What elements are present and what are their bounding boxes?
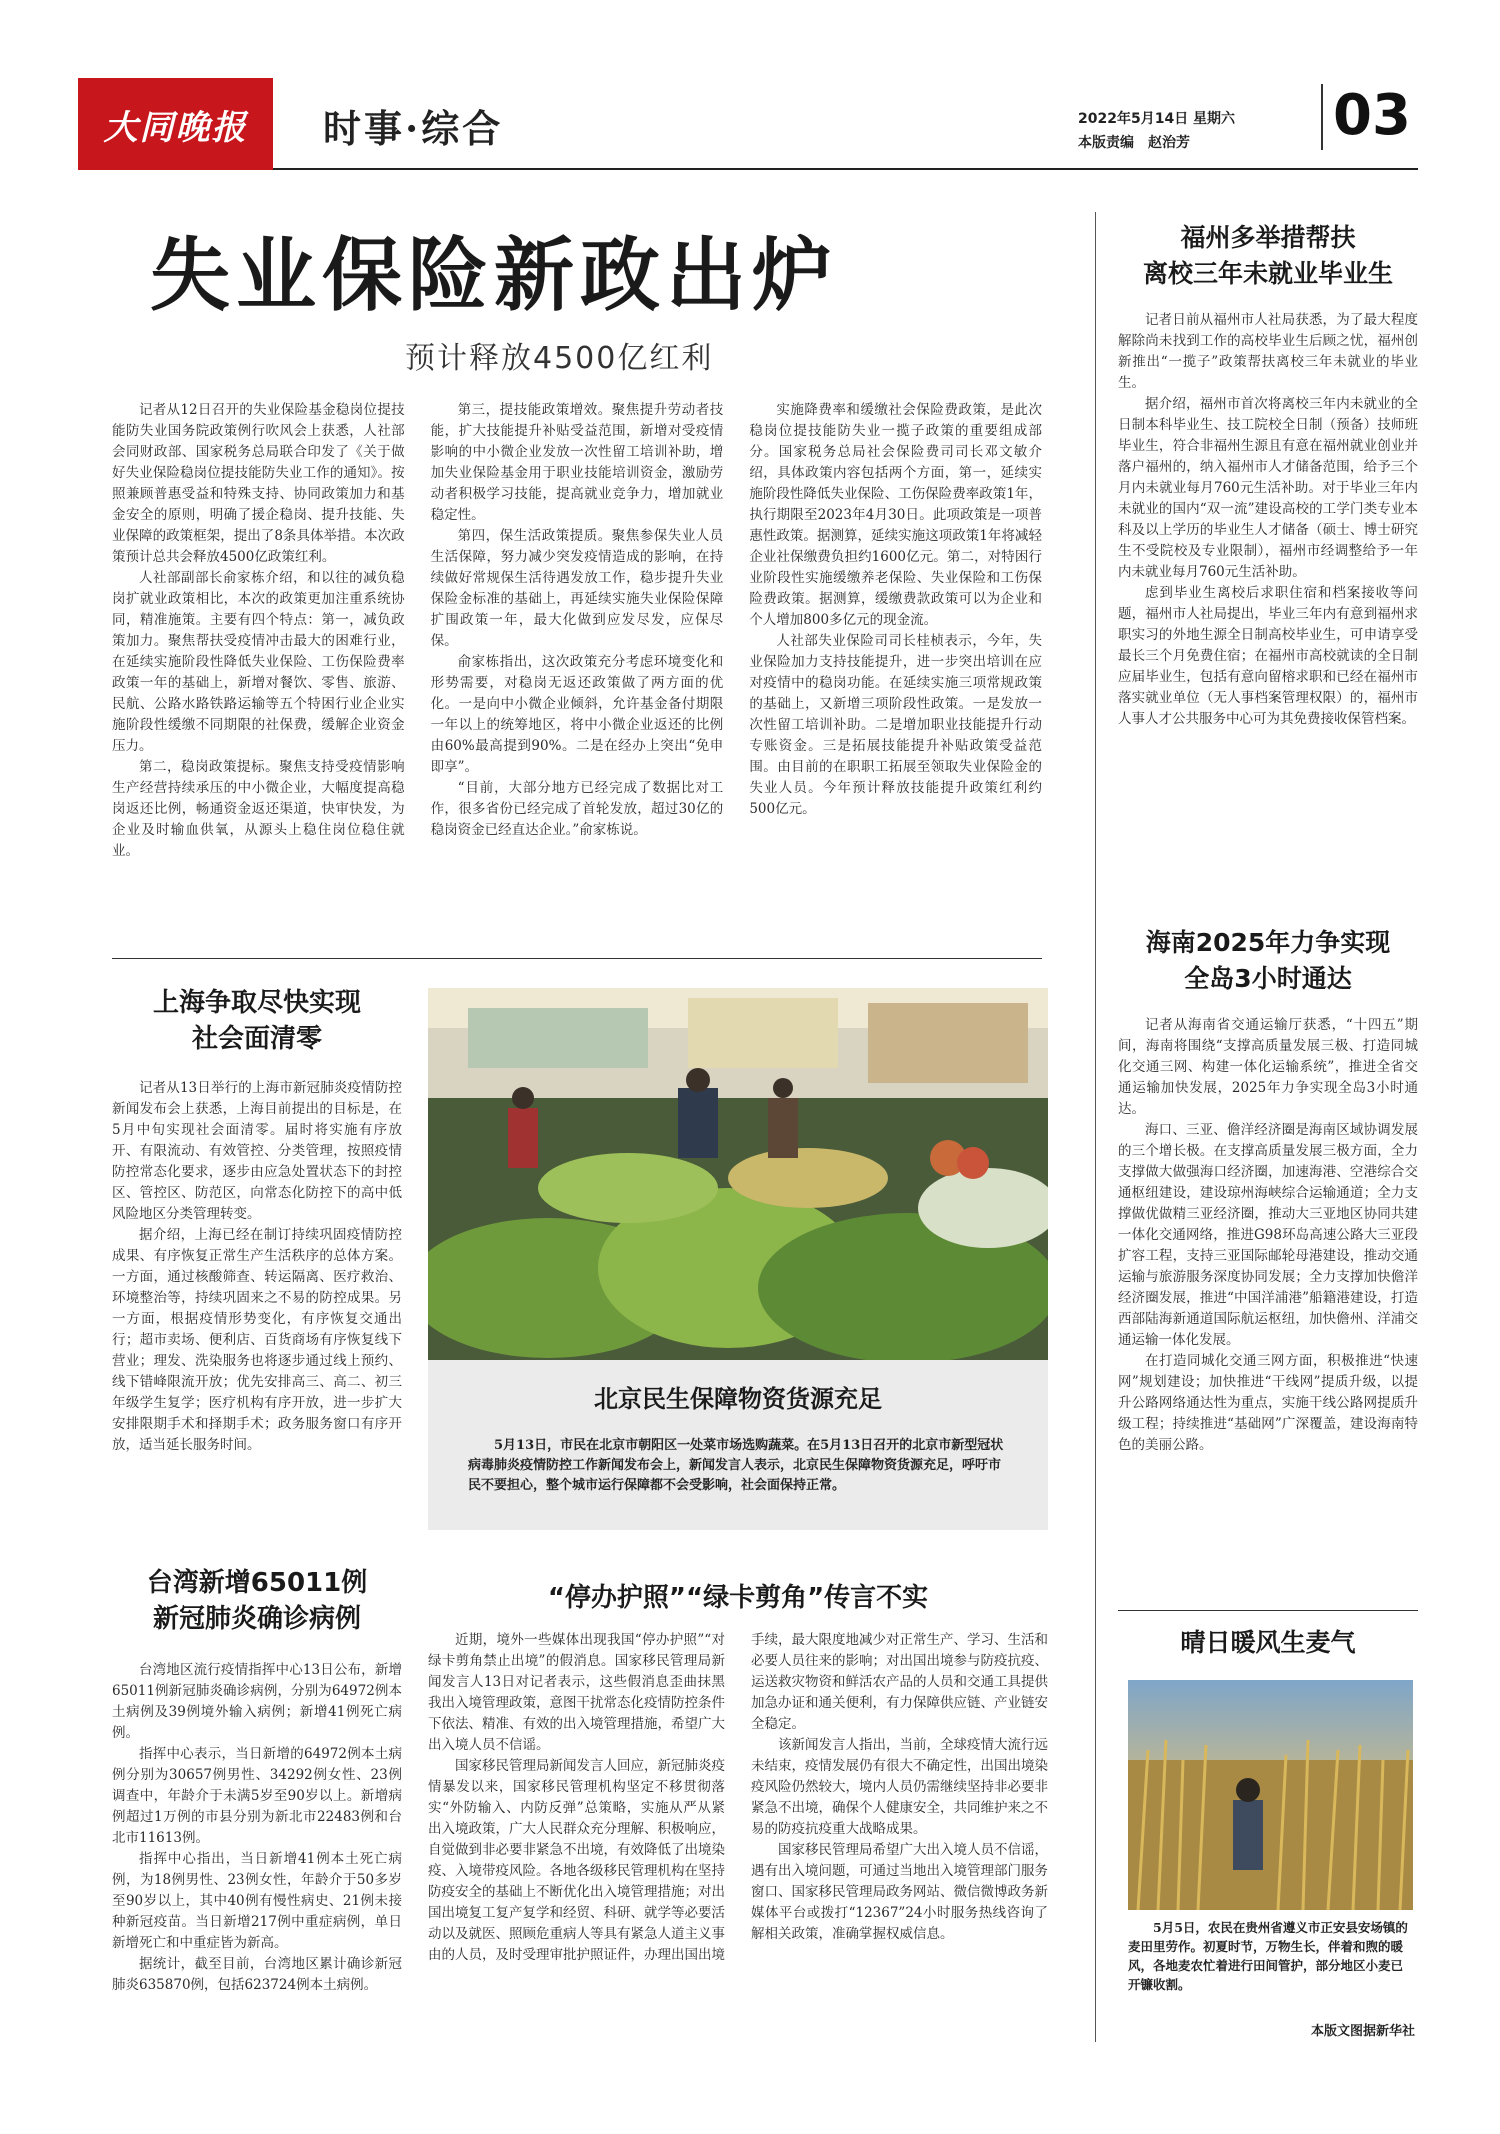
main-subtitle: 预计释放4500亿红利 xyxy=(405,341,714,376)
main-headline: 失业保险新政出炉 xyxy=(150,228,838,322)
beijing-caption-box xyxy=(428,1360,1048,1530)
logo-text: 大同晚报 xyxy=(103,107,248,148)
wheat-caption: 5月5日，农民在贵州省遵义市正安县安场镇的麦田里劳作。初夏时节，万物生长，伴着和煦的暖风，各地麦农忙着进行田间管护，部分地区小麦已开镰收割。 xyxy=(1128,1920,1408,1992)
page-editor: 本版责编 赵治芳 xyxy=(1078,135,1190,151)
passport-headline: “停办护照”“绿卡剪角”传言不实 xyxy=(547,1583,929,1613)
shanghai-title-line1: 上海争取尽快实现 xyxy=(152,988,361,1018)
fuzhou-headline xyxy=(1118,220,1418,292)
wheat-headline: 晴日暖风生麦气 xyxy=(1180,1628,1356,1657)
market-photo[interactable] xyxy=(428,988,1048,1360)
passport-body: 近期，境外一些媒体出现我国“停办护照”“对绿卡剪角禁止出境”的假消息。国家移民管理局新闻发言人13日对记者表示，这些假消息歪曲抹黑我出入境管理政策，意图干扰常态化疫情防控条件下依法、精准、有效的出入境管理措施，希望广大出入境人员不信谣。 国家移民管理局新闻发言人回应，新冠肺炎疫情暴发以来，国家移民管理机构坚定不移贯彻落实“外防输入、内防反弹”总策略，实施从严从紧出入境政策，广大人民群众充分理解、积极响应，自觉做到非必要非紧急不出境，有效降低了出境染疫、入境带疫风险。各地各级移民管理机构在坚持防疫安全的基础上不断优化出入境管理措施；对出国出境复工复产复学和经贸、科研、就学等必要活动以及就医、照顾危重病人等具有紧急人道主义事由的人员，及时受理审批护照证件，办理出国出境手续，最大限度地减少对正常生产、学习、生活和必要人员往来的影响；对出国出境参与防疫抗疫、运送救灾物资和鲜活农产品的人员和交通工具提供加急办证和通关便利，有力保障供应链、产业链安全稳定。 该新闻发言人指出，当前，全球疫情大流行远未结束，疫情发展仍有很大不确定性，出国出境染疫风险仍然较大，境内人员仍需继续坚持非必要非紧急不出境，确保个人健康安全，共同维护来之不易的防疫抗疫重大战略成果。 国家移民管理局希望广大出入境人员不信谣，遇有出入境问题，可通过当地出入境管理部门服务窗口、国家移民管理局政务网站、微信微博政务新媒体平台或拨打“12367”24小时服务热线咨询了解相关政策，准确掌握权威信息。 xyxy=(428,1632,1048,1963)
main-story-body: 记者从12日召开的失业保险基金稳岗位提技能防失业国务院政策例行吹风会上获悉，人社部会同财政部、国家税务总局联合印发了《关于做好失业保险稳岗位提技能防失业工作的通知》。按照兼顾普惠受益和特殊支持、协同政策加力和基金安全的原则，明确了援企稳岗、提升技能、失业保障的政策框架，提出了8条具体举措。本次政策预计总共会释放4500亿政策红利。 人社部副部长俞家栋介绍，和以往的减负稳岗扩就业政策相比，本次的政策更加注重系统协同，精准施策。主要有四个特点：第一，减负政策加力。聚焦帮扶受疫情冲击最大的困难行业，在延续实施阶段性降低失业保险、工伤保险费率政策一年的基础上，新增对餐饮、零售、旅游、民航、公路水路铁路运输等五个特困行业企业实施阶段性缓缴不同期限的社保费，缓解企业资金压力。 第二，稳岗政策提标。聚焦支持受疫情影响生产经营持续承压的中小微企业，大幅度提高稳岗返还比例，畅通资金返还渠道，快审快发，为企业及时输血供氧，从源头上稳住岗位稳住就业。 第三，提技能政策增效。聚焦提升劳动者技能，扩大技能提升补贴受益范围，新增对受疫情影响的中小微企业发放一次性留工培训补助，增加失业保险基金用于职业技能培训资金，激励劳动者积极学习技能，提高就业竞争力，增加就业稳定性。 第四，保生活政策提质。聚焦参保失业人员生活保障，努力减少突发疫情造成的影响，在持续做好常规保生活待遇发放工作，稳步提升失业保险金标准的基础上，再延续实施失业保险保障扩围政策一年，最大化做到应发尽发，应保尽保。 俞家栋指出，这次政策充分考虑环境变化和形势需要，对稳岗无返还政策做了两方面的优化。一是向中小微企业倾斜，允许基金备付期限一年以上的统筹地区，将中小微企业返还的比例由60%最高提到90%。二是在经办上突出“免申即享”。 “目前，大部分地方已经完成了数据比对工作，很多省份已经完成了首轮发放，超过30亿的稳岗资金已经直达企业。”俞家栋说。 实施降费率和缓缴社会保险费政策，是此次稳岗位提技能防失业一揽子政策的重要组成部分。国家税务总局社会保险费司司长邓文敏介绍，具体政策内容包括两个方面，第一，延续实施阶段性降低失业保险、工伤保险费率政策1年，执行期限至2023年4月30日。此项政策是一项普惠性政策。据测算，延续实施这项政策1年将减轻企业社保缴费负担约1600亿元。第二，对特困行业阶段性实施缓缴养老保险、失业保险和工伤保险费政策。据测算，缓缴费款政策可以为企业和个人增加800多亿元的现金流。 人社部失业保险司司长桂桢表示，今年，失业保险加力支持技能提升，进一步突出培训在应对疫情中的稳岗功能。在延续实施三项常规政策的基础上，又新增三项阶段性政策。一是发放一次性留工培训补助。二是增加职业技能提升行动专账资金。三是拓展技能提升补贴政策受益范围。由目前的在职职工拓展至领取失业保险金的失业人员。今年预计释放技能提升政策红利约500亿元。 xyxy=(112,402,1042,859)
column-divider xyxy=(1095,212,1096,2042)
fuzhou-title-line1: 福州多举措帮扶 xyxy=(1180,223,1356,252)
section-divider xyxy=(112,958,1042,959)
masthead-bottom-rule xyxy=(273,168,1418,170)
masthead-divider xyxy=(1321,84,1323,150)
hainan-body: 记者从海南省交通运输厅获悉，“十四五”期间，海南将围绕“支撑高质量发展三极、打造同城化交通三网、构建一体化运输系统”，推进全省交通运输加快发展，2025年力争实现全岛3小时通达。 海口、三亚、儋洋经济圈是海南区域协调发展的三个增长极。在支撑高质量发展三极方面，全力支撑做大做强海口经济圈，加速海港、空港综合交通枢纽建设，建设琼州海峡综合运输通道；全力支撑做优做精三亚经济圈，推动大三亚地区协同共建一体化交通网络，推进G98环岛高速公路大三亚段扩容工程，支持三亚国际邮轮母港建设，推动交通运输与旅游服务深度协同发展；全力支撑加快儋洋经济圈发展，推进“中国洋浦港”船籍港建设，打造西部陆海新通道国际航运枢纽，加快儋州、洋浦交通运输一体化发展。 在打造同城化交通三网方面，积极推进“快速网”规划建设；加快推进“干线网”提质升级，以提升公路网络通达性为重点，实施干线公路网提质升级工程；持续推进“基础网”广深覆盖，建设海南特色的美丽公路。 xyxy=(1118,1017,1418,1453)
newspaper-logo[interactable] xyxy=(78,78,273,170)
fuzhou-title-line2: 离校三年未就业毕业生 xyxy=(1142,259,1393,288)
taiwan-title-line1: 台湾新增65011例 xyxy=(146,1568,368,1598)
issue-date: 2022年5月14日 星期六 xyxy=(1078,111,1236,127)
hainan-title-line1: 海南2025年力争实现 xyxy=(1145,928,1391,957)
wheat-photo-illustration xyxy=(1128,1680,1413,1910)
right-col-divider xyxy=(1118,1610,1418,1611)
taiwan-body: 台湾地区流行疫情指挥中心13日公布，新增65011例新冠肺炎确诊病例，分别为64972例本土病例及39例境外输入病例；新增41例死亡病例。 指挥中心表示，当日新增的64972例本土病例分别为30657例男性、34292例女性、23例调查中，年龄介于未满5岁至90岁以上。新增病例超过1万例的市县分别为新北市22483例和台北市11613例。 指挥中心指出，当日新增41例本土死亡病例，为18例男性、23例女性，年龄介于50多岁至90岁以上，其中40例有慢性病史、21例未接种新冠疫苗。当日新增217例中重症病例，单日新增死亡和中重症皆为新高。 据统计，截至目前，台湾地区累计确诊新冠肺炎635870例，包括623724例本土病例。 xyxy=(112,1662,402,1993)
market-photo-illustration xyxy=(428,988,1048,1360)
hainan-title-line2: 全岛3小时通达 xyxy=(1184,964,1352,993)
photo-credit: 本版文图据新华社 xyxy=(1310,2024,1415,2039)
taiwan-title-line2: 新冠肺炎确诊病例 xyxy=(152,1604,361,1634)
section-title: 时事·综合 xyxy=(323,106,504,151)
beijing-caption: 5月13日，市民在北京市朝阳区一处菜市场选购蔬菜。在5月13日召开的北京市新型冠状病毒肺炎疫情防控工作新闻发布会上，新闻发言人表示，北京民生保障物资货源充足，呼吁市民不要担心，整个城市运行保障都不会受影响，社会面保持正常。 xyxy=(468,1438,1004,1493)
masthead xyxy=(78,78,1418,170)
hainan-headline xyxy=(1118,925,1418,997)
shanghai-body: 记者从13日举行的上海市新冠肺炎疫情防控新闻发布会上获悉，上海目前提出的目标是，在5月中旬实现社会面清零。届时将实施有序放开、有限流动、有效管控、分类管理，按照疫情防控常态化要求，逐步由应急处置状态下的封控区、管控区、防范区，向常态化防控下的高中低风险地区分类管理转变。 据介绍，上海已经在制订持续巩固疫情防控成果、有序恢复正常生产生活秩序的总体方案。一方面，通过核酸筛查、转运隔离、医疗救治、环境整治等，持续巩固来之不易的防控成果。另一方面，根据疫情形势变化，有序恢复交通出行；超市卖场、便利店、百货商场有序恢复线下营业；理发、洗染服务也将逐步通过线上预约、线下错峰限流开放；优先安排高三、高二、初三年级学生复学；医疗机构有序开放，进一步扩大安排限期手术和择期手术；政务服务窗口有序开放，适当延长服务时间。 xyxy=(112,1080,402,1453)
taiwan-headline xyxy=(112,1565,402,1637)
page-number: 03 xyxy=(1333,83,1411,148)
shanghai-headline xyxy=(112,985,402,1057)
fuzhou-body: 记者日前从福州市人社局获悉，为了最大程度解除尚未找到工作的高校毕业生后顾之忧，福州创新推出“一揽子”政策帮扶离校三年未就业的毕业生。 据介绍，福州市首次将离校三年内未就业的全日制本科毕业生、技工院校全日制（预备）技师班毕业生，符合非福州生源且有意在福州就业创业并落户福州的，纳入福州市人才储备范围，给予三个月内未就业每月760元生活补助。对于毕业三年内未就业的国内“双一流”建设高校的工学门类专业本科及以上学历的毕业生人才储备（硕士、博士研究生不受院校及专业限制），福州市经调整给予一年内未就业每月760元生活补助。 虑到毕业生离校后求职住宿和档案接收等问题，福州市人社局提出，毕业三年内有意到福州求职实习的外地生源全日制高校毕业生，可申请享受最长三个月免费住宿；在福州市高校就读的全日制应届毕业生，包括有意向留榕求职和已经在福州市落实就业单位（无人事档案管理权限）的，福州市人事人才公共服务中心可为其免费接收保管档案。 xyxy=(1118,312,1418,727)
shanghai-title-line2: 社会面清零 xyxy=(191,1024,322,1054)
beijing-headline: 北京民生保障物资货源充足 xyxy=(594,1385,882,1413)
wheat-photo[interactable] xyxy=(1128,1680,1413,1910)
